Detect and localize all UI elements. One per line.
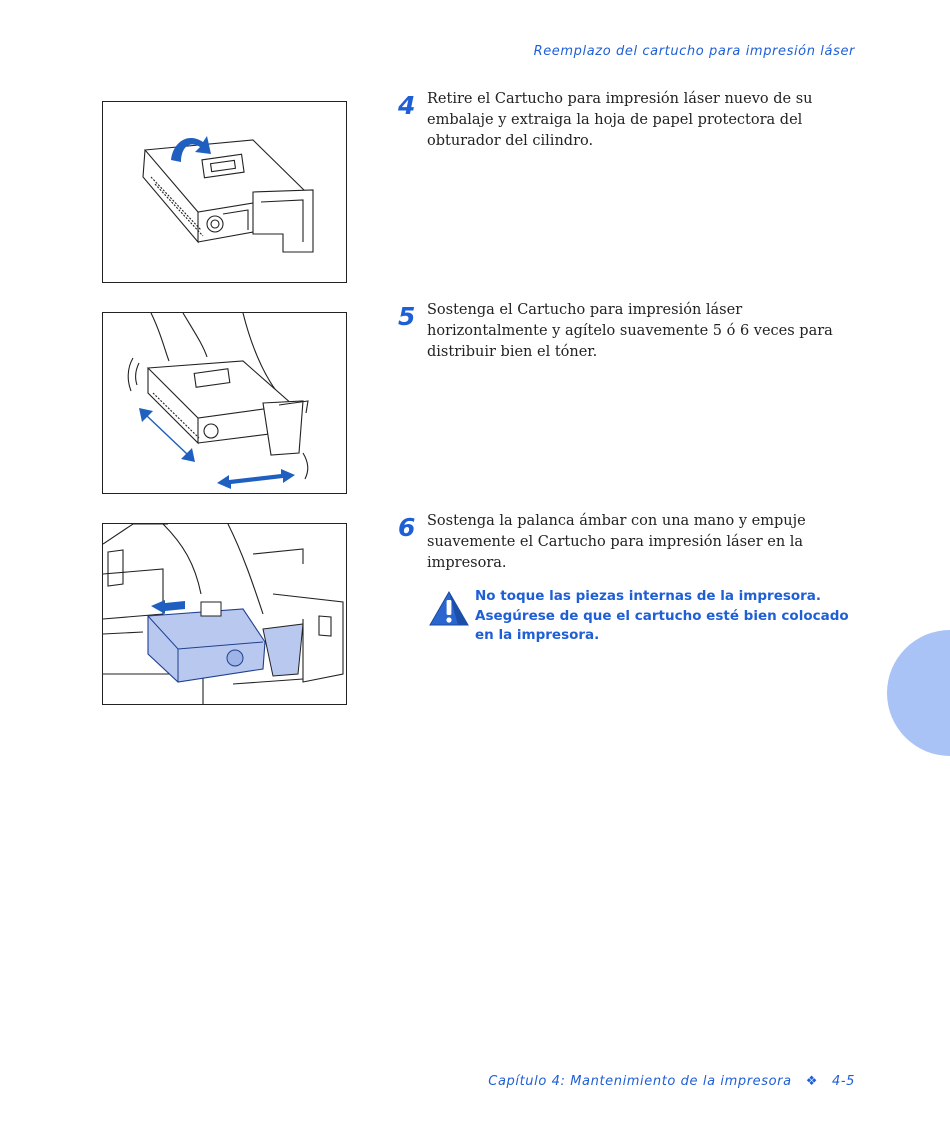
footer-chapter: Capítulo 4: Mantenimiento de la impresora <box>488 1074 792 1089</box>
step-4-number: 4 <box>398 91 416 120</box>
cartridge-insert-illustration <box>103 524 346 704</box>
figure-shake-cartridge <box>102 312 347 494</box>
figure-insert-cartridge <box>102 523 347 705</box>
step-5-number: 5 <box>398 302 416 331</box>
warning-triangle-icon <box>428 590 470 628</box>
step-4-text: Retire el Cartucho para impresión láser nuevo de su embalaje y extraiga la hoja de papel protectora del obturador del cilindro. <box>427 91 813 149</box>
page-footer <box>488 1074 855 1089</box>
warning-text: No toque las piezas internas de la impresora. Asegúrese de que el cartucho esté bien colocado en la impresora. <box>475 588 849 643</box>
page-number: 4-5 <box>831 1074 855 1089</box>
figure-remove-protective-sheet <box>102 101 347 283</box>
cartridge-unpack-illustration <box>103 102 346 282</box>
step-5-text: Sostenga el Cartucho para impresión láser horizontalmente y agítelo suavemente 5 ó 6 veces para distribuir bien el tóner. <box>427 302 833 360</box>
cartridge-shake-illustration <box>103 313 346 493</box>
step-6-number: 6 <box>398 513 416 542</box>
chapter-side-tab <box>887 630 950 756</box>
footer-separator-icon: ❖ <box>805 1074 818 1089</box>
running-header: Reemplazo del cartucho para impresión láser <box>533 44 855 59</box>
step-6-text: Sostenga la palanca ámbar con una mano y empuje suavemente el Cartucho para impresión láser en la impresora. <box>427 513 806 571</box>
